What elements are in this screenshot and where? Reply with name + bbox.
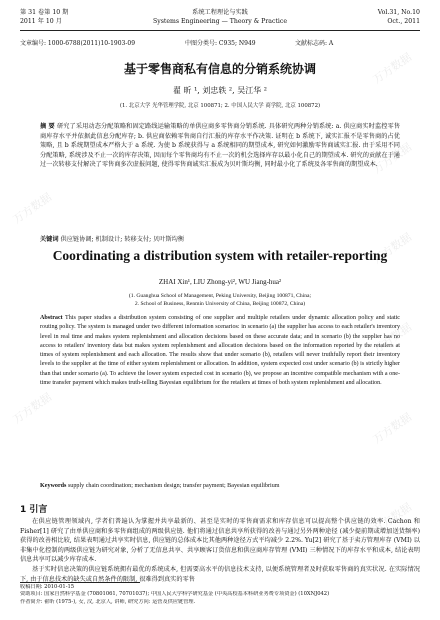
article-number: 文章编号: 1000-6788(2011)10-1903-09 — [20, 40, 136, 47]
title-chinese: 基于零售商私有信息的分销系统协调 — [123, 62, 316, 76]
abstract-chinese — [40, 122, 400, 170]
watermark: 万方数据 — [10, 190, 55, 227]
watermark: 万方数据 — [370, 500, 415, 537]
journal-issue-info: Vol.31, No.10 Oct., 2011 — [377, 9, 420, 25]
footnote-divider — [20, 582, 140, 583]
watermark: 万方数据 — [370, 140, 415, 177]
classification-number: 中图分类号: C935; N949 — [185, 40, 256, 47]
keywords-chinese-label: 关键词 — [40, 236, 59, 243]
abstract-chinese-text: 研究了采用动态分配策略和固定路线运输策略的单供应商多零售商分销系统. 具体研究两种分销系统: a. 供应商实时监控零售商库存水平并依据此信息分配库存; b. 供应商依赖零售商自行汇报的库存水平作决策. 证明在 b 系统下, 诚实汇报不是零售商的占优策略, 且 b 系统期望成本严格大于 a 系统. 为使 b 系统获得与 a 系统相同的期望成本, 研究如何激励零售商诚实汇报. 由于采用不同分配策略, 系统涉及不止一次的库存决策, 因而每个零售商均有不止一次的机会选择库存以最小化自己的期望成本. 研究的贡献在于通过一次转移支付解决了零售商多次虚报问题, 使得零售商诚实汇报成为贝叶斯均衡, 同时最小化了系统及各零售商的期望成本. — [40, 123, 401, 169]
authors-chinese: 翟 昕 ¹, 刘忠轶 ², 吴江华 ² — [173, 86, 267, 95]
document-code: 文献标志码: A — [295, 40, 334, 47]
keywords-english-text: supply chain coordination; mechanism design; transfer payment; Bayesian equilibrium — [67, 483, 280, 489]
journal-volume-info: 第 31 卷第 10 期 2011 年 10 月 — [20, 9, 69, 25]
authors-english: ZHAI Xin¹, LIU Zhong-yi², WU Jiang-hua² — [158, 278, 282, 286]
abstract-english-label: Abstract — [40, 315, 63, 321]
watermark: 万方数据 — [370, 230, 415, 267]
section-heading-introduction: 1 引言 — [20, 505, 48, 515]
header-divider — [20, 30, 420, 31]
journal-name: 系统工程理论与实践 Systems Engineering — Theory & Practice — [152, 9, 288, 25]
footnote-received: 收稿日期: 2010-01-15 — [20, 584, 75, 590]
keywords-english-label: Keywords — [40, 483, 67, 489]
watermark: 万方数据 — [370, 50, 415, 87]
watermark: 万方数据 — [10, 390, 55, 427]
abstract-chinese-label: 摘 要 — [40, 123, 55, 130]
affiliation-chinese: (1. 北京大学 光华管理学院, 北京 100871; 2. 中国人民大学 商学院, 北京 100872) — [119, 103, 321, 109]
body-paragraph: 在供应链管理领域内, 学者们普遍认为掌握并共享最新的、甚至是实时的零售商需求和库存信息可以提高整个供应链的效率. Cachon 和 Fisher[1] 研究了由单供应商和多零售商组成的两级供应链. 他们将通过信息共享所获得的改善与通过另外两种途径 (减少提前期或增加送货频率) 获得的改善相比较, 结果表明通过共享实时信息, 供应链的总体成本比其他两种途径方式平均减少 2.2%. Yu[2] 研究了基于卖方管理库存 (VMI) 以非集中化控制的两级供应链为研究对象, 分析了无信息共享、共享顾客订货信息和供应商库存管理 (VMI) 三种情况下的库存水平和成本, 结论表明信息共享可以减少库存成本. — [20, 518, 420, 564]
introduction-body — [20, 517, 420, 584]
abstract-english-text: This paper studies a distribution system consisting of one supplier and multiple retailers under dynamic allocation policy and static routing policy. The system is managed under two different information scenarios: in scenario (a) the supplier has access to each retailer's inventory level in real time and makes system replenishment and allocation decisions based on these accurate data; and in scenario (b) the supplier has no access to retailers' inventory data but makes system replenishment and allocation decisions based on the information reported by the retailers at times of system replenishment and each allocation. The results show that under scenario (b), retailers will never truthfully report their inventory levels to the supplier at the time of either system replenishment or allocation. In addition, system expected cost under scenario (b) is strictly higher than that under scenario (a). To achieve the lower system expected cost in scenario (b), we propose an incentive compatible mechanism with a one-time transfer payment which makes truth-telling Bayesian equilibrium for the retailers at times of both system replenishment and allocation. — [40, 315, 400, 387]
keywords-chinese — [40, 234, 400, 243]
footnote-funding: 资助项目: 国家自然科学基金 (70801061, 70701037); 中国人民大学科学研究基金 (中央高校基本科研业务费专项资金) (10XNJ042) — [20, 591, 330, 598]
keywords-english — [40, 483, 400, 489]
watermark: 万方数据 — [370, 320, 415, 357]
affiliation-english: (1. Guanghua School of Management, Peking University, Beijing 100871, China; 2. School of Business, Renmin University of China, Beijing 100872, China) — [128, 293, 312, 308]
body-paragraph: 基于实时信息决策的供应链系统拥有最优的系统成本, 但需要高水平的信息技术支持, 以便系统管理者及时获取零售商的真实状况. 在实际情况下, 由于信息技术的缺失或自然条件的限制, 很难得到真实的零售 — [20, 565, 420, 583]
abstract-english — [40, 314, 400, 388]
title-english: Coordinating a distribution system with retailer-reporting — [52, 248, 388, 263]
keywords-chinese-text: 供应链协调; 机制设计; 转移支付; 贝叶斯均衡 — [60, 236, 185, 243]
watermark: 万方数据 — [370, 410, 415, 447]
footnotes — [20, 584, 420, 606]
footnote-author-bio: 作者简介: 翟昕 (1975-), 女, 汉, 北京人, 讲师, 研究方向: 运营及供应链管理. — [20, 598, 196, 605]
